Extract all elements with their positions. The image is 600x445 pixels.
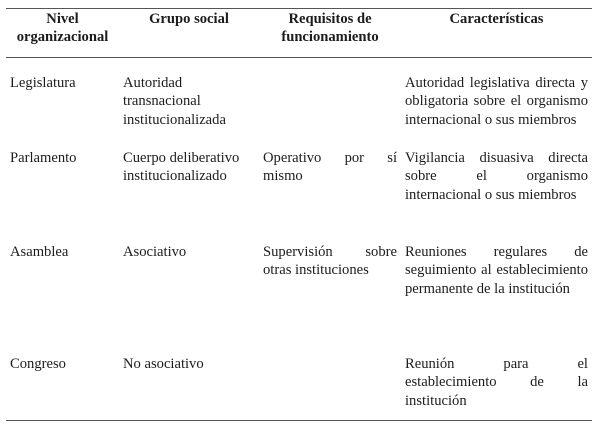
cell-nivel: Asamblea [10,243,69,260]
table-row [6,355,592,421]
cell-nivel: Parlamento [10,149,77,166]
table-header [6,9,592,58]
header-caracteristicas: Características [401,9,592,58]
cell-caracteristicas: Autoridad legislativa directa y obligatoria sobre el organismo internacional o sus miembros [405,74,588,128]
header-row [6,9,592,58]
header-grupo-social: Grupo social [119,9,259,58]
cell-caracteristicas: Vigilancia disuasiva directa sobre el organismo internacional o sus miembros [405,149,588,203]
table-row [6,149,592,243]
cell-caracteristicas: Reunión para el establecimiento de la institución [405,355,588,409]
cell-caracteristicas: Reuniones regulares de seguimiento al establecimiento permanente de la institución [405,243,588,297]
organizational-levels-table [6,8,592,421]
cell-requisitos [259,57,401,149]
header-requisitos-funcionamiento: Requisitos de funcionamiento [259,9,401,58]
header-nivel-organizacional: Nivel organizacional [6,9,119,58]
cell-grupo: No asociativo [123,355,204,372]
cell-requisitos: Operativo por sí mismo [263,149,397,185]
table-body [6,57,592,420]
cell-nivel: Congreso [10,355,66,372]
cell-grupo: Asociativo [123,243,187,260]
cell-requisitos: Supervisión sobre otras instituciones [263,243,397,279]
cell-nivel: Legislatura [10,74,76,91]
cell-grupo: Cuerpo deliberativo institucionalizado [123,149,240,185]
cell-requisitos [259,355,401,421]
table-row [6,243,592,355]
table-row [6,57,592,149]
cell-grupo: Autoridad transnacional institucionalizada [123,74,226,128]
